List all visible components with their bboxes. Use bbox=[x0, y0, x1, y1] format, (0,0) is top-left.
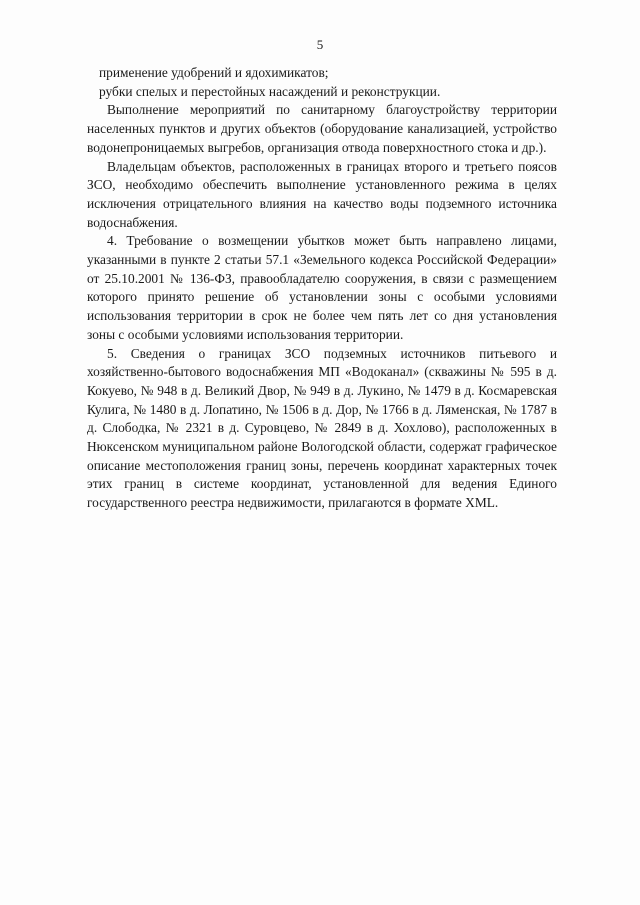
paragraph-owners-obligations: Владельцам объектов, расположенных в границах второго и третьего поясов ЗСО, необходимо обеспечить выполнение установленного режима в целях исключения отрицательного влияния на качество воды подземного источника водоснабжения. bbox=[87, 158, 557, 230]
paragraph-sanitary-measures: Выполнение мероприятий по санитарному благоустройству территории населенных пунктов и других объектов (оборудование канализацией, устройство водонепроницаемых выгребов, организация отвода поверхностного стока и др.). bbox=[87, 102, 557, 155]
page-number: 5 bbox=[316, 37, 324, 52]
paragraph-fertilizers: применение удобрений и ядохимикатов; bbox=[99, 65, 329, 80]
paragraph-logging: рубки спелых и перестойных насаждений и реконструкции. bbox=[99, 83, 441, 99]
paragraph-zone-boundaries: 5. Сведения о границах ЗСО подземных источников питьевого и хозяйственно-бытового водоснабжения МП «Водоканал» (скважины № 595 в д. Кокуево, № 948 в д. Великий Двор, № 949 в д. Лукино, № 1479 в д. Космаревская Кулига, № 1480 в д. Лопатино, № 1506 в д. Дор, № 1766 в д. Ляменская, № 1787 в д. Слободка, № 2321 в д. Суровцево, № 2849 в д. Хохлово), расположенных в Нюксенском муниципальном районе Вологодской области, содержат графическое описание местоположения границ зоны, перечень координат характерных точек этих границ в системе координат, установленной для ведения Единого государственного реестра недвижимости, прилагаются в формате XML. bbox=[87, 345, 557, 511]
paragraph-damages-claim: 4. Требование о возмещении убытков может быть направлено лицами, указанными в пункте 2 статьи 57.1 «Земельного кодекса Российской Федерации» от 25.10.2001 № 136-ФЗ, правообладателю сооружения, в связи с размещением которого принято решение об установлении зоны с особыми условиями использования территории в срок не более чем пять лет со дня установления зоны с особыми условиями использования территории. bbox=[87, 233, 557, 342]
document-body bbox=[87, 64, 557, 513]
